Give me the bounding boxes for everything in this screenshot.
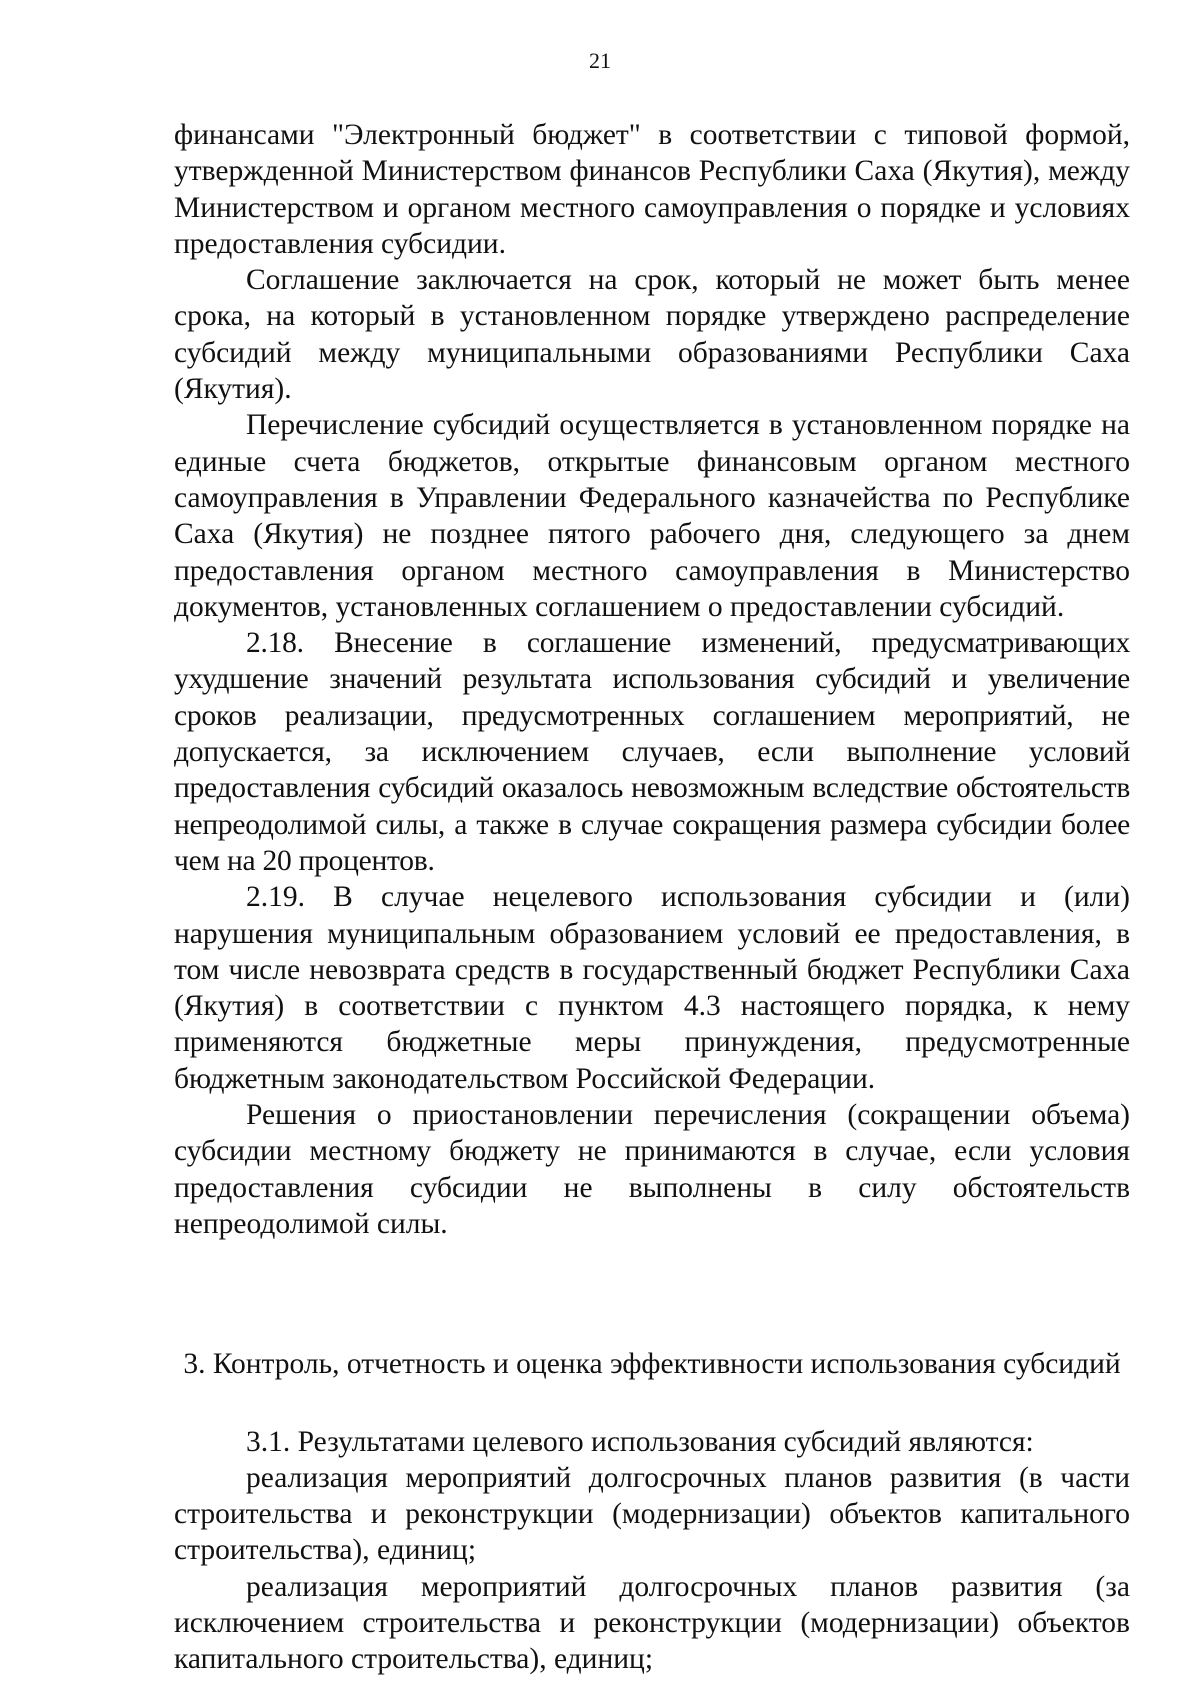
paragraph-agreement-term: Соглашение заключается на срок, который не может быть менее срока, на который в установленном порядке утверждено распределение субсидий между муниципальными образованиями Республики Саха (Якутия). [174,264,1130,406]
paragraph-clause-3-1: 3.1. Результатами целевого использования субсидий являются: [246,1425,1034,1458]
section-heading: 3. Контроль, отчетность и оценка эффективности использования субсидий [183,1348,1121,1381]
page-number: 21 [589,48,611,73]
document-body [174,117,1130,1678]
paragraph-transfer-of-subsidies: Перечисление субсидий осуществляется в установленном порядке на единые счета бюджетов, открытые финансовым органом местного самоуправления в Управлении Федерального казначейства по Республике Саха (Якутия) не позднее пятого рабочего дня, следующего за днем предоставления органом местного самоуправления в Министерство документов, установленных соглашением о предоставлении субсидий. [174,409,1130,623]
paragraph-clause-2-19: 2.19. В случае нецелевого использования субсидии и (или) нарушения муниципальным образованием условий ее предоставления, в том числе невозврата средств в государственный бюджет Республики Саха (Якутия) в соответствии с пунктом 4.3 настоящего порядка, к нему применяются бюджетные меры принуждения, предусмотренные бюджетным законодательством Российской Федерации. [174,881,1130,1095]
paragraph-result-capital-construction: реализация мероприятий долгосрочных планов развития (в части строительства и реконструкции (модернизации) объектов капитального строительства), единиц; [174,1461,1130,1567]
paragraph-continuation: финансами "Электронный бюджет" в соответствии с типовой формой, утвержденной Министерством финансов Республики Саха (Якутия), между Министерством и органом местного самоуправления о порядке и условиях предоставления субсидии. [174,119,1130,260]
section-3-body [174,1424,1130,1678]
paragraph-suspension-decisions: Решения о приостановлении перечисления (сокращении объема) субсидии местному бюджету не принимаются в случае, если условия предоставления субсидии не выполнены в силу обстоятельств непреодолимой силы. [174,1099,1130,1240]
paragraph-result-non-capital: реализация мероприятий долгосрочных планов развития (за исключением строительства и реконструкции (модернизации) объектов капитального строительства), единиц; [174,1570,1130,1676]
paragraph-clause-2-18: 2.18. Внесение в соглашение изменений, предусматривающих ухудшение значений результата использования субсидий и увеличение сроков реализации, предусмотренных соглашением мероприятий, не допускается, за исключением случаев, если выполнение условий предоставления субсидий оказалось невозможным вследствие обстоятельств непреодолимой силы, а также в случае сокращения размера субсидии более чем на 20 процентов. [174,627,1130,877]
